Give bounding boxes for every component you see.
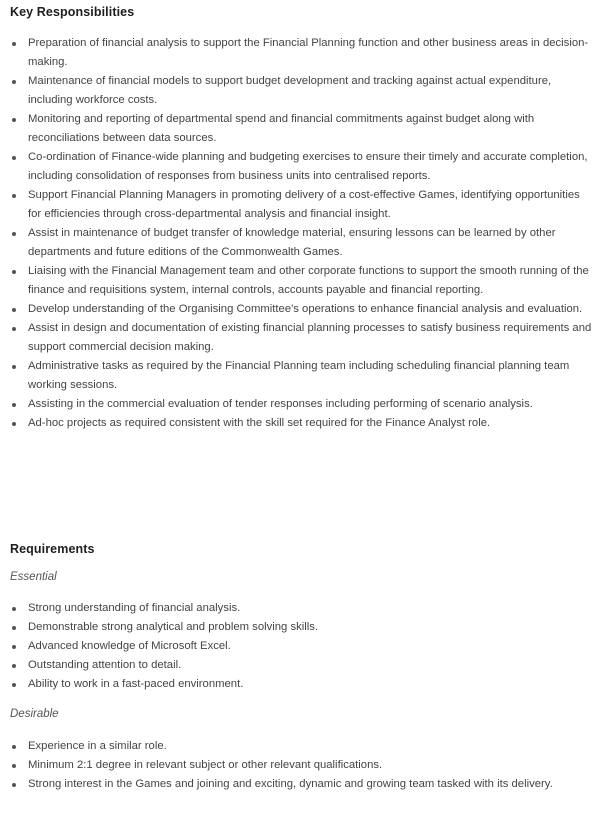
requirements-heading: Requirements (10, 542, 95, 556)
desirable-subheading: Desirable (10, 708, 59, 720)
list-item: Experience in a similar role. (10, 737, 596, 756)
list-item: Ad-hoc projects as required consistent with the skill set required for the Finance Analyst role. (10, 414, 596, 433)
list-item: Assist in maintenance of budget transfer of knowledge material, ensuring lessons can be learned by other departments and future editions of the Commonwealth Games. (10, 224, 596, 262)
list-item: Maintenance of financial models to support budget development and tracking against actual expenditure, including workforce costs. (10, 72, 596, 110)
desirable-list (10, 737, 596, 794)
list-item: Preparation of financial analysis to support the Financial Planning function and other business areas in decision-making. (10, 34, 596, 72)
essential-subheading: Essential (10, 571, 57, 583)
list-item: Liaising with the Financial Management team and other corporate functions to support the smooth running of the finance and requisitions system, internal controls, accounts payable and financial reporting. (10, 262, 596, 300)
list-item: Minimum 2:1 degree in relevant subject or other relevant qualifications. (10, 756, 596, 775)
list-item: Monitoring and reporting of departmental spend and financial commitments against budget along with reconciliations between data sources. (10, 110, 596, 148)
list-item: Assisting in the commercial evaluation of tender responses including performing of scenario analysis. (10, 395, 596, 414)
list-item: Demonstrable strong analytical and problem solving skills. (10, 618, 596, 637)
list-item: Strong interest in the Games and joining and exciting, dynamic and growing team tasked with its delivery. (10, 775, 596, 794)
list-item: Advanced knowledge of Microsoft Excel. (10, 637, 596, 656)
list-item: Co-ordination of Finance-wide planning and budgeting exercises to ensure their timely and accurate completion, including consolidation of responses from business units into centralised reports. (10, 148, 596, 186)
key-responsibilities-list (10, 34, 596, 433)
key-responsibilities-heading: Key Responsibilities (10, 5, 135, 19)
list-item: Ability to work in a fast-paced environment. (10, 675, 596, 694)
list-item: Support Financial Planning Managers in promoting delivery of a cost-effective Games, identifying opportunities for efficiencies through cross-departmental analysis and financial insight. (10, 186, 596, 224)
essential-list (10, 599, 596, 694)
list-item: Develop understanding of the Organising Committee's operations to enhance financial analysis and evaluation. (10, 300, 596, 319)
list-item: Assist in design and documentation of existing financial planning processes to satisfy business requirements and support commercial decision making. (10, 319, 596, 357)
list-item: Outstanding attention to detail. (10, 656, 596, 675)
list-item: Administrative tasks as required by the Financial Planning team including scheduling financial planning team working sessions. (10, 357, 596, 395)
list-item: Strong understanding of financial analysis. (10, 599, 596, 618)
